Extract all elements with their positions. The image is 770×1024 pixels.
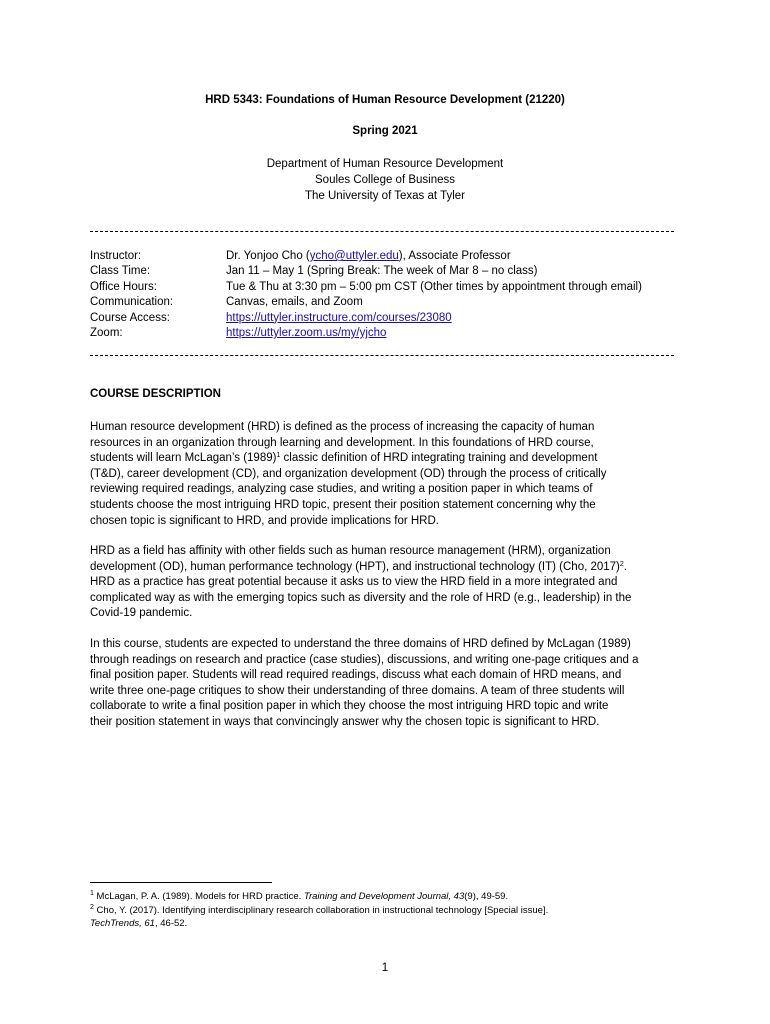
info-row-instructor [90, 249, 642, 264]
text-line: HRD as a field has affinity with other fields such as human resource management (HRM), organization [90, 545, 611, 557]
text-fragment: students will learn McLagan’s (1989) [90, 452, 277, 465]
info-row-course-access [90, 311, 642, 326]
info-value: Jan 11 – May 1 (Spring Break: The week of Mar 8 – no class) [226, 265, 538, 278]
info-value: Tue & Thu at 3:30 pm – 5:00 pm CST (Other times by appointment through email) [226, 280, 642, 293]
zoom-link[interactable]: https://uttyler.zoom.us/my/yjcho [226, 327, 387, 340]
footnote-2-continued [90, 917, 548, 931]
footnote-mark: 2 [90, 903, 94, 911]
footnote-text: (9), 49-59. [464, 891, 509, 902]
info-value: Canvas, emails, and Zoom [226, 296, 363, 309]
info-value [226, 249, 511, 264]
text-line: HRD as a practice has great potential because it asks us to view the HRD field in a more integrated and [90, 576, 618, 589]
info-row-zoom [90, 326, 642, 341]
footnote-separator [90, 882, 272, 883]
department-name: Department of Human Resource Development [266, 158, 504, 170]
text-line: write three one-page critiques to show their understanding of three domains. A team of three students will [90, 684, 625, 697]
footnote-2 [90, 904, 548, 918]
footnote-1 [90, 890, 548, 904]
footnote-text: Cho, Y. (2017). Identifying interdisciplinary research collaboration in instructional technology [Special issue]. [93, 904, 549, 916]
text-line [90, 560, 690, 576]
college-name: Soules College of Business [315, 174, 455, 186]
footnotes [90, 890, 548, 931]
text-line: final position paper. Students will read required readings, discuss what each domain of HRD means, and [90, 669, 622, 682]
text-line [90, 451, 690, 467]
info-label: Course Access: [90, 311, 170, 324]
department-block [0, 156, 770, 204]
course-access-link[interactable]: https://uttyler.instructure.com/courses/23080 [226, 311, 452, 324]
text-fragment: . [623, 560, 627, 573]
text-line: (T&D), career development (CD), and organization development (OD) through the process of critically [90, 467, 607, 480]
section-heading: COURSE DESCRIPTION [90, 388, 221, 400]
info-row-office-hours [90, 280, 642, 295]
info-label: Class Time: [90, 265, 151, 278]
course-title: HRD 5343: Foundations of Human Resource Development (21220) [205, 94, 565, 106]
text-line: Human resource development (HRD) is defined as the process of increasing the capacity of human [90, 421, 595, 433]
instructor-email-link[interactable]: ycho@uttyler.edu [309, 250, 399, 262]
text-line: their position statement in ways that convincingly answer why the chosen topic is significant to HRD. [90, 715, 600, 728]
paragraph-2 [90, 544, 690, 622]
info-label: Office Hours: [90, 280, 157, 293]
text-line: Covid-19 pandemic. [90, 607, 193, 620]
footnote-text: , 46-52. [154, 918, 188, 929]
footnote-ref-1[interactable]: 1 [276, 452, 281, 460]
footnote-ref-2[interactable]: 2 [619, 560, 624, 568]
university-name: The University of Texas at Tyler [304, 190, 465, 202]
text-fragment: classic definition of HRD integrating training and development [280, 452, 598, 465]
course-term: Spring 2021 [352, 125, 418, 137]
text-fragment: development (OD), human performance technology (HPT), and instructional technology (IT) (Cho, 2017) [90, 560, 620, 573]
info-row-communication [90, 295, 642, 310]
info-label: Instructor: [90, 250, 142, 262]
text-line: reviewing required readings, analyzing case studies, and writing a position paper in which teams of [90, 483, 593, 496]
footnote-text: McLagan, P. A. (1989). Models for HRD practice. [93, 891, 304, 902]
paragraph-3 [90, 637, 690, 731]
page-number: 1 [381, 962, 389, 974]
info-label: Zoom: [90, 327, 123, 340]
text-line: students choose the most intriguing HRD topic, present their position statement concerning why the [90, 498, 596, 511]
course-info-table [90, 249, 642, 341]
text-line: complicated way as with the emerging topics such as diversity and the role of HRD (e.g., leadership) in the [90, 591, 632, 604]
text-line: chosen topic is significant to HRD, and provide implications for HRD. [90, 514, 439, 527]
text-line: resources in an organization through learning and development. In this foundations of HRD course, [90, 436, 594, 449]
text-line: In this course, students are expected to understand the three domains of HRD defined by McLagan (1989) [90, 638, 631, 650]
info-row-class-time [90, 264, 642, 279]
footnote-journal: Training and Development Journal, 43 [303, 891, 465, 902]
footnote-journal: TechTrends, 61 [90, 918, 155, 929]
text-line: through readings on research and practice (case studies), discussions, and writing one-page critiques and a [90, 653, 639, 666]
instructor-title: ), Associate Professor [398, 250, 511, 262]
footnote-mark: 1 [90, 890, 94, 897]
info-label: Communication: [90, 296, 174, 309]
text-line: collaborate to write a final position paper in which they choose the most intriguing HRD topic and write [90, 700, 609, 713]
dashed-divider-bottom [90, 355, 674, 356]
paragraph-1 [90, 420, 690, 529]
instructor-name: Dr. Yonjoo Cho ( [226, 250, 310, 262]
dashed-divider-top [90, 231, 674, 232]
